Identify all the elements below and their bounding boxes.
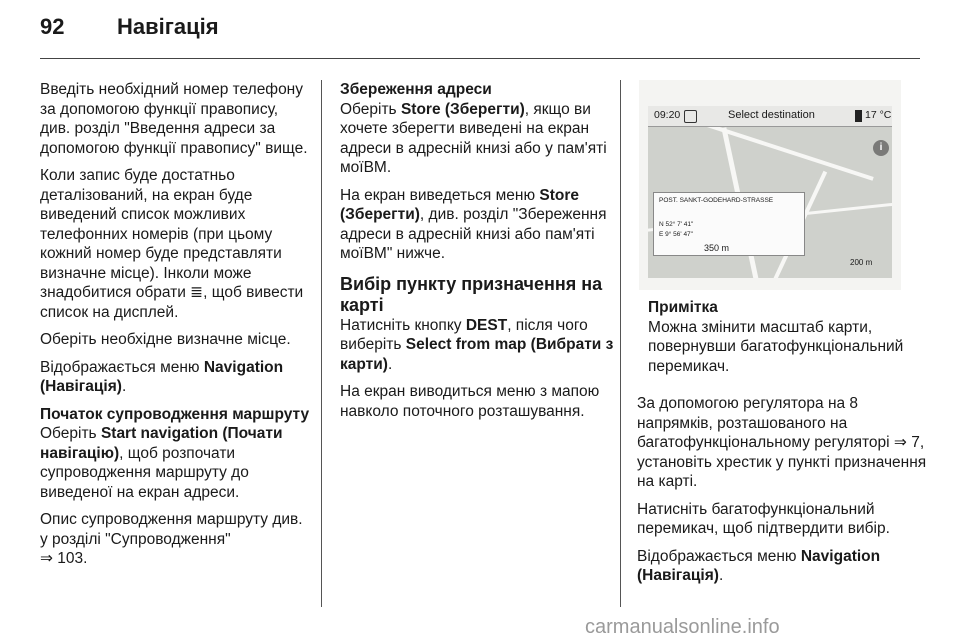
map-scale: 200 m [850,258,873,267]
compass-icon: i [873,140,889,156]
text: Натисніть кнопку [340,316,466,334]
device-icon [684,110,697,123]
text: . [387,355,393,373]
page-title: Навігація [117,14,219,39]
text: . [718,567,724,584]
temperature: 17 °C [865,109,892,121]
section-heading: Початок супроводження маршруту [40,405,310,423]
page-number: 92 [40,14,65,39]
distance: 350 m [704,243,730,253]
paragraph: Коли запис буде достатньо деталізований, на екран буде виведений список можливих телефонних номерів (при цьому кожний номер буде представляти визначне місце). Інколи може знадобитися обрати ≣, щоб вивести список на дисплей. [40,167,304,321]
phone-icon [855,110,862,122]
clock: 09:20 [654,109,681,121]
column-divider [620,80,621,607]
destination-popup [653,192,805,256]
menu-name: Navigation (Навігація) [40,358,284,395]
paragraph [340,100,615,178]
column-divider [321,80,322,607]
text: Оберіть [40,425,101,442]
column-2 [340,80,615,429]
street-name: POST. SANKT-GODEHARD-STRASSE [659,197,774,204]
button-name: DEST [465,316,508,334]
paragraph: За допомогою регулятора на 8 напрямків, розташованого на багатофункціональному регуляторі ⇒ 7, установіть хрестик у пункті призначення на карті. [637,395,927,490]
latitude: N 52° 7' 41" [659,221,694,228]
section-heading: Вибір пункту призначення на карті [340,273,603,315]
text: Опис супроводження маршруту див. у розділі "Супроводження" [40,511,303,548]
text: , щоб розпочати супроводження маршруту до виведеної на екран адреси. [40,444,249,501]
paragraph [40,358,312,397]
text: Відображається меню [40,358,204,376]
header-rule [40,58,920,59]
screen-title: Select destination [728,109,815,121]
menu-name: Select from map (Вибрати з карти) [340,336,614,373]
text: , див. розділ "Збереження адреси в адресній книзі або пам'яті моїВМ" нижче. [340,206,607,262]
watermark: carmanualsonline.info [585,616,780,638]
map-view [648,106,892,278]
paragraph [40,424,312,502]
menu-name: Navigation (Навігація) [637,547,881,584]
paragraph: Введіть необхідний номер телефону за допомогою функції правопису, див. розділ "Введення адреси за допомогою функції правопису" вище. [40,81,308,157]
paragraph: Натисніть багатофункціональний перемикач, щоб підтвердити вибір. [637,500,890,537]
menu-name: Start navigation (Почати навігацію) [40,425,283,462]
note-heading: Примітка [648,299,718,316]
text: , після чого виберіть [340,316,588,353]
navigation-screenshot [639,80,901,290]
paragraph [340,186,615,264]
menu-name: Store (Зберегти) [340,186,580,223]
paragraph [340,316,615,375]
paragraph: На екран виводиться меню з мапою навколо поточного розташування. [340,383,600,420]
paragraph [40,510,312,569]
text: На екран виведеться меню [340,186,540,204]
note-text: Можна змінити масштаб карти, повернувши багатофункціональний перемикач. [648,318,904,375]
page-reference: ⇒ 103. [40,550,88,567]
paragraph [637,547,927,586]
note-box [648,298,918,376]
text: Відображається меню [637,547,801,565]
text: , якщо ви хочете зберегти виведені на екран адреси в адресній книзі або у пам'яті моїВМ. [340,100,607,176]
longitude: E 9° 56' 47" [659,231,693,238]
section-heading: Збереження адреси [340,81,492,98]
text: Оберіть [340,100,401,118]
text: . [121,378,127,395]
menu-name: Store (Зберегти) [400,100,525,118]
screen-title-bar [648,106,892,127]
paragraph: Оберіть необхідне визначне місце. [40,331,291,348]
column-1 [40,80,312,577]
column-3 [637,394,927,594]
